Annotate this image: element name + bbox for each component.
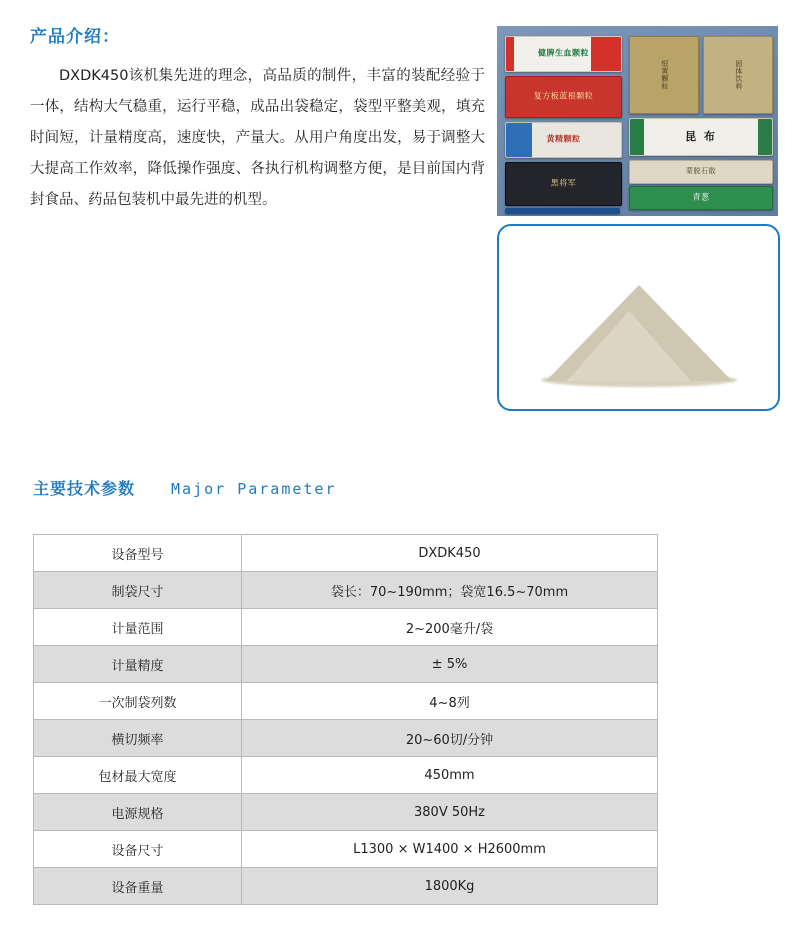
table-row xyxy=(34,646,658,683)
table-cell-key: 电源规格 xyxy=(34,794,242,831)
table-row xyxy=(34,868,658,905)
bag-sample xyxy=(703,36,773,114)
parameters-heading xyxy=(33,476,733,499)
table-cell-key: 制袋尺寸 xyxy=(34,572,242,609)
bag-sample xyxy=(505,208,620,214)
table-row xyxy=(34,757,658,794)
bag-sample xyxy=(505,36,622,72)
table-cell-value: 袋长：70~190mm；袋宽16.5~70mm xyxy=(242,572,658,609)
parameters-table xyxy=(33,534,658,905)
bag-sample xyxy=(629,36,699,114)
table-row xyxy=(34,572,658,609)
bag-sample xyxy=(629,118,773,156)
table-row xyxy=(34,720,658,757)
bag-sample-label: 黑将军 xyxy=(550,178,577,188)
table-row xyxy=(34,831,658,868)
bag-sample-label: 黄精颗粒 xyxy=(546,134,581,144)
table-cell-key: 包材最大宽度 xyxy=(34,757,242,794)
powder-pile-highlight xyxy=(567,311,691,381)
table-cell-key: 横切频率 xyxy=(34,720,242,757)
bag-sample-label: 固体饮料 xyxy=(734,60,743,90)
table-cell-value: ± 5% xyxy=(242,646,658,683)
table-row xyxy=(34,683,658,720)
bag-sample xyxy=(629,160,773,184)
table-cell-value: 20~60切/分钟 xyxy=(242,720,658,757)
table-cell-value: L1300 × W1400 × H2600mm xyxy=(242,831,658,868)
table-row xyxy=(34,535,658,572)
table-cell-key: 设备尺寸 xyxy=(34,831,242,868)
table-cell-value: 2~200毫升/袋 xyxy=(242,609,658,646)
bag-sample-label: 复方板蓝根颗粒 xyxy=(533,91,594,101)
parameters-heading-cn: 主要技术参数 xyxy=(33,479,136,498)
table-row xyxy=(34,794,658,831)
table-row xyxy=(34,609,658,646)
parameters-table-body xyxy=(34,535,658,905)
table-cell-key: 计量精度 xyxy=(34,646,242,683)
bag-sample-label: 恒黄颗粒 xyxy=(660,60,669,90)
product-intro xyxy=(30,22,485,216)
bag-sample xyxy=(629,186,773,210)
bag-samples-photo xyxy=(497,26,778,216)
page-title: 产品介绍： xyxy=(30,27,120,47)
top-section xyxy=(0,0,800,450)
table-cell-value: 450mm xyxy=(242,757,658,794)
intro-paragraph: DXDK450该机集先进的理念，高品质的制件，丰富的装配经验于一体，结构大气稳重，运行平稳，成品出袋稳定，袋型平整美观，填充时间短，计量精度高，速度快，产量大。从用户角度出发，易于调整大大提高工作效率，降低操作强度、各执行机构调整方便，是目前国内背封食品、药品包装机中最先进的机型。 xyxy=(30,68,485,208)
bag-sample-label: 昆 布 xyxy=(685,129,717,143)
bag-sample xyxy=(505,76,622,118)
bag-sample xyxy=(505,162,622,206)
bag-sample xyxy=(505,122,622,158)
bag-sample-label: 青葱 xyxy=(692,192,710,202)
table-cell-value: 4~8列 xyxy=(242,683,658,720)
parameters-heading-en: Major Parameter xyxy=(171,480,337,498)
table-cell-value: 1800Kg xyxy=(242,868,658,905)
table-cell-value: 380V 50Hz xyxy=(242,794,658,831)
table-cell-key: 设备型号 xyxy=(34,535,242,572)
table-cell-key: 设备重量 xyxy=(34,868,242,905)
table-cell-key: 计量范围 xyxy=(34,609,242,646)
table-cell-key: 一次制袋列数 xyxy=(34,683,242,720)
bag-sample-label: 健脾生血颗粒 xyxy=(538,48,589,58)
bag-sample-label: 蒙脱石散 xyxy=(686,167,716,176)
table-cell-value: DXDK450 xyxy=(242,535,658,572)
powder-material-photo xyxy=(497,224,780,411)
